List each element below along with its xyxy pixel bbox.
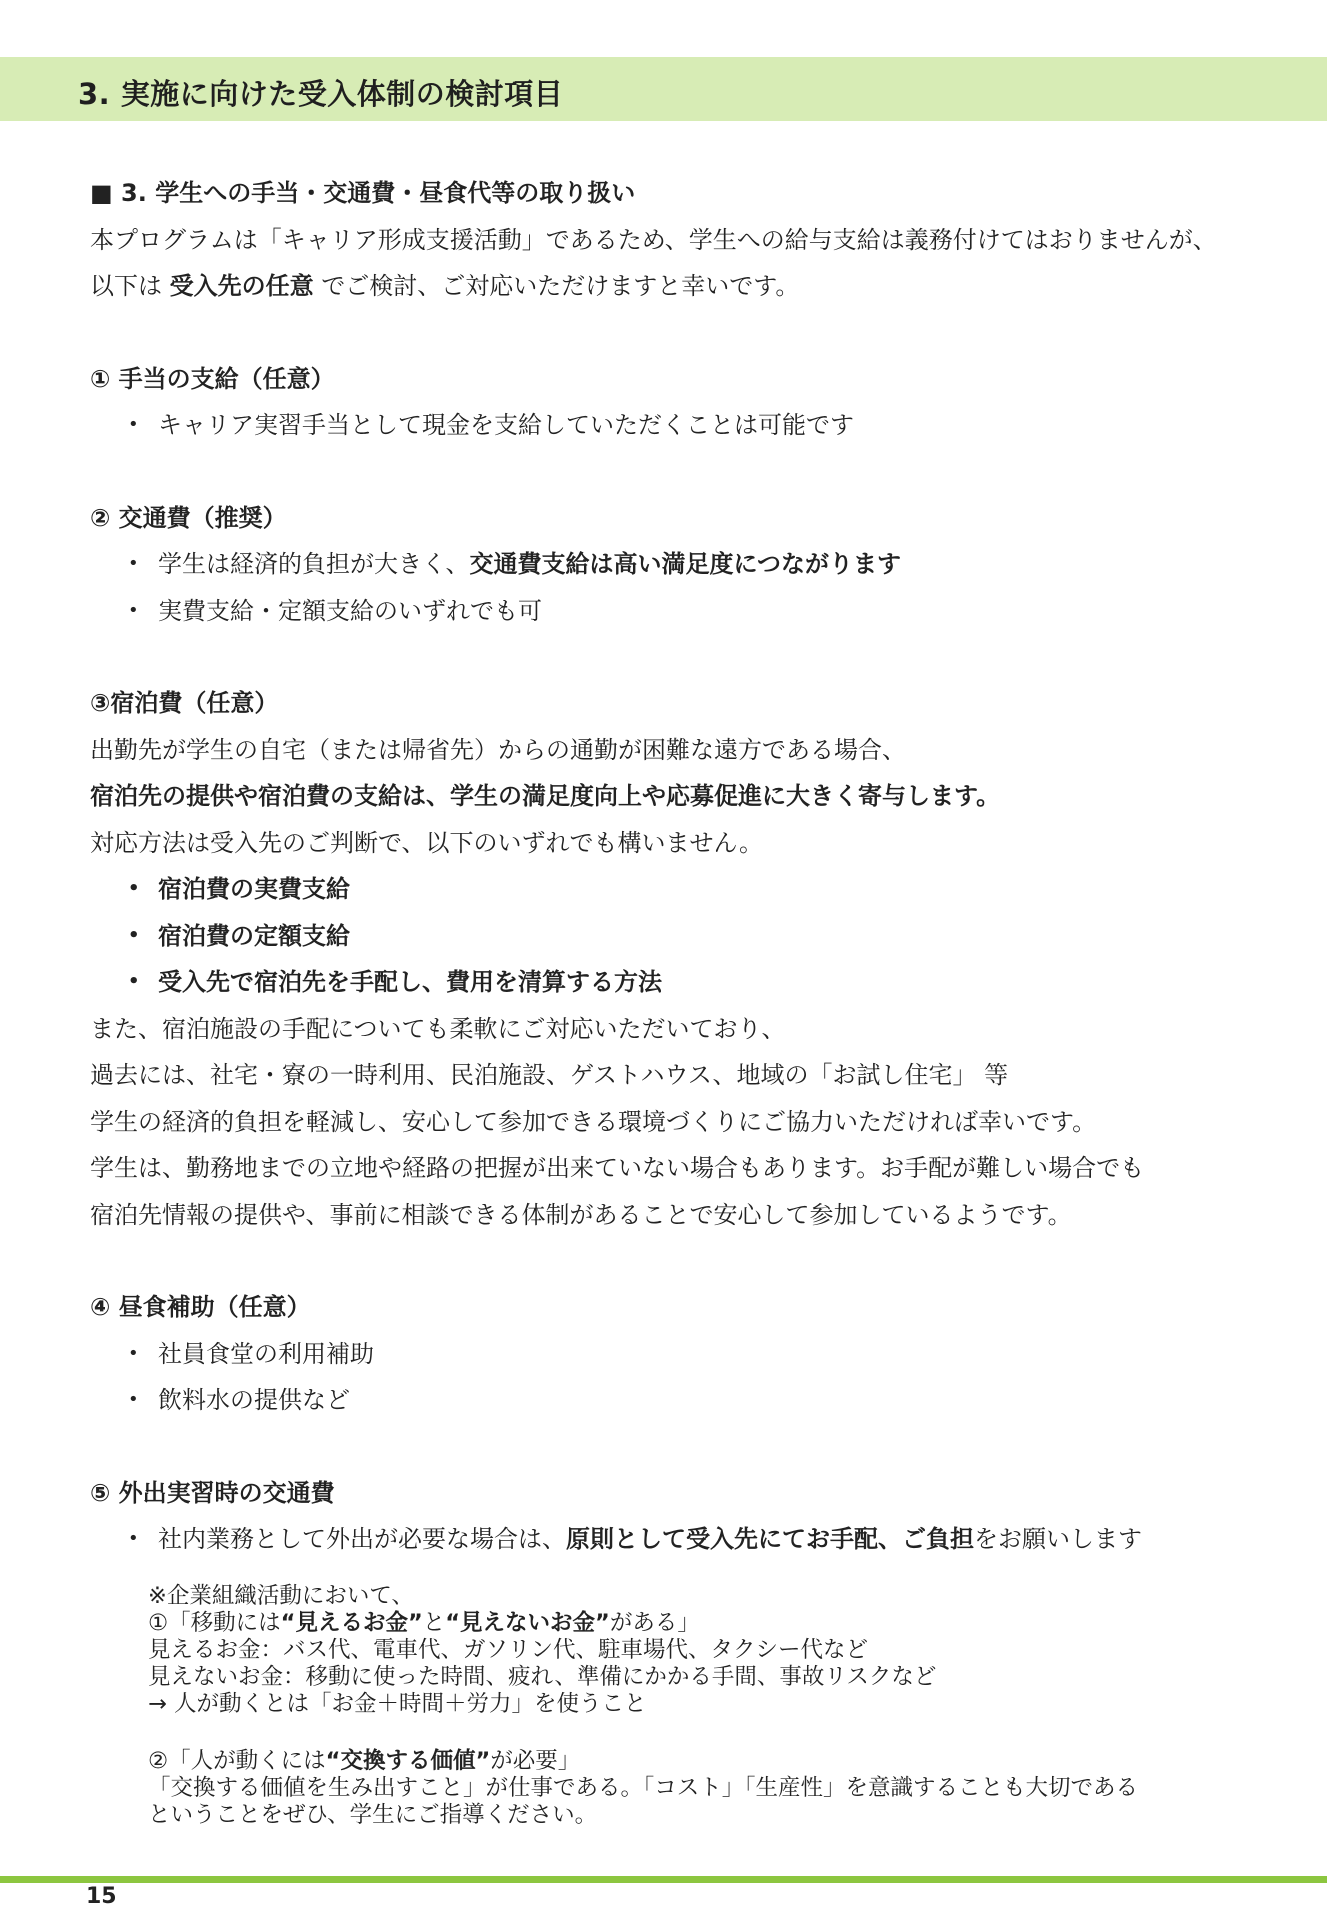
intro-line-2 xyxy=(90,263,1250,310)
lodging-paragraph: 過去には、社宅・寮の一時利用、民泊施設、ゲストハウス、地域の「お試し住宅」 等 xyxy=(90,1061,1009,1089)
lodging-paragraph: 宿泊先情報の提供や、事前に相談できる体制があることで安心して参加しているようです。 xyxy=(90,1200,1072,1229)
field-title: ⑤ 外出実習時の交通費 xyxy=(90,1478,335,1507)
list-item-text: 社内業務として外出が必要な場合は、 xyxy=(158,1525,566,1553)
page-number: 15 xyxy=(86,1884,117,1909)
list-item xyxy=(90,866,1250,913)
transport-title: ② 交通費（推奨） xyxy=(90,503,287,532)
list-item-text: 社員食堂の利用補助 xyxy=(158,1339,374,1368)
note-text: と xyxy=(422,1610,446,1636)
note-text: が必要」 xyxy=(490,1748,581,1774)
list-item xyxy=(90,541,1250,588)
intro-text-end: でご検討、ご対応いただけますと幸いです。 xyxy=(313,272,800,300)
intro-line-1: 本プログラムは「キャリア形成支援活動」であるため、学生への給与支給は義務付けてはおりませんが、 xyxy=(90,225,1217,254)
note-line: ※企業組織活動において、 xyxy=(148,1583,414,1609)
list-item xyxy=(90,959,1250,1006)
note-text: ②「人が動くには xyxy=(148,1748,326,1774)
note-emphasis: “見えるお金” xyxy=(280,1610,423,1636)
lodging-paragraph: 学生は、勤務地までの立地や経路の把握が出来ていない場合もあります。お手配が難しい場合でも xyxy=(90,1154,1145,1182)
note-text: ①「移動には xyxy=(148,1610,281,1636)
list-item xyxy=(90,913,1250,960)
intro-emphasis: 受入先の任意 xyxy=(169,272,314,300)
bullet-icon: • xyxy=(128,414,139,435)
list-item-text: キャリア実習手当として現金を支給していただくことは可能です xyxy=(158,411,854,439)
lunch-title: ④ 昼食補助（任意） xyxy=(90,1293,311,1321)
list-item-emphasis: 原則として受入先にてお手配、ご負担 xyxy=(566,1525,974,1553)
list-item xyxy=(90,588,1250,635)
lodging-paragraph: 対応方法は受入先のご判断で、以下のいずれでも構いません。 xyxy=(90,828,763,857)
lodging-paragraph-emphasis: 宿泊先の提供や宿泊費の支給は、学生の満足度向上や応募促進に大きく寄与します。 xyxy=(90,782,1001,810)
footer-divider xyxy=(0,1876,1327,1883)
section-heading: ■ 3. 学生への手当・交通費・昼食代等の取り扱い xyxy=(90,179,636,207)
list-item-text: 宿泊費の定額支給 xyxy=(158,921,350,950)
note-line: 見えないお金：移動に使った時間、疲れ、準備にかかる手間、事故リスクなど xyxy=(148,1664,937,1690)
note-line xyxy=(148,1748,1138,1775)
note-emphasis: “見えないお金” xyxy=(445,1610,610,1636)
note-block xyxy=(148,1583,1138,1829)
note-line: 見えるお金：バス代、電車代、ガソリン代、駐車場代、タクシー代など xyxy=(148,1637,869,1663)
list-item-text: 実費支給・定額支給のいずれでも可 xyxy=(158,596,542,625)
intro-text: 以下は xyxy=(90,272,170,300)
bullet-icon: • xyxy=(128,599,139,621)
lodging-paragraph: また、宿泊施設の手配についても柔軟にご対応いただいており、 xyxy=(90,1014,786,1043)
page-title: 3. 実施に向けた受入体制の検討項目 xyxy=(78,77,564,111)
bullet-icon: • xyxy=(128,1389,139,1410)
note-line: 「交換する価値を生み出すこと」が仕事である。「コスト」「生産性」を意識することも大切である xyxy=(148,1775,1139,1801)
list-item xyxy=(90,1377,1250,1424)
list-item xyxy=(90,402,1250,449)
lodging-paragraph: 出勤先が学生の自宅（または帰省先）からの通勤が困難な遠方である場合、 xyxy=(90,735,906,764)
bullet-icon: • xyxy=(128,553,139,574)
list-item-text: 宿泊費の実費支給 xyxy=(158,875,350,903)
bullet-icon: • xyxy=(128,1342,139,1364)
list-item-text-end: をお願いします xyxy=(974,1525,1142,1553)
bullet-icon: • xyxy=(128,878,140,899)
main-content xyxy=(90,170,1250,1563)
lodging-paragraph: 学生の経済的負担を軽減し、安心して参加できる環境づくりにご協力いただければ幸いです。 xyxy=(90,1107,1097,1136)
note-text: がある」 xyxy=(609,1610,700,1636)
allowance-title: ① 手当の支給（任意） xyxy=(90,364,335,393)
list-item-emphasis: 交通費支給は高い満足度につながります xyxy=(469,550,902,578)
list-item xyxy=(90,1516,1250,1563)
list-item-text: 飲料水の提供など xyxy=(158,1386,350,1414)
lodging-title: ③宿泊費（任意） xyxy=(90,689,279,717)
note-line: ということをぜひ、学生にご指導ください。 xyxy=(148,1802,598,1828)
list-item xyxy=(90,1331,1250,1378)
bullet-icon: • xyxy=(128,924,140,946)
bullet-icon: • xyxy=(128,971,140,992)
note-emphasis: “交換する価値” xyxy=(325,1748,491,1774)
note-line: → 人が動くとは「お金＋時間＋労力」を使うこと xyxy=(148,1691,647,1717)
list-item-text: 学生は経済的負担が大きく、 xyxy=(158,550,470,578)
note-line xyxy=(148,1610,1138,1637)
bullet-icon: • xyxy=(128,1528,139,1549)
list-item-text: 受入先で宿泊先を手配し、費用を清算する方法 xyxy=(158,968,662,996)
